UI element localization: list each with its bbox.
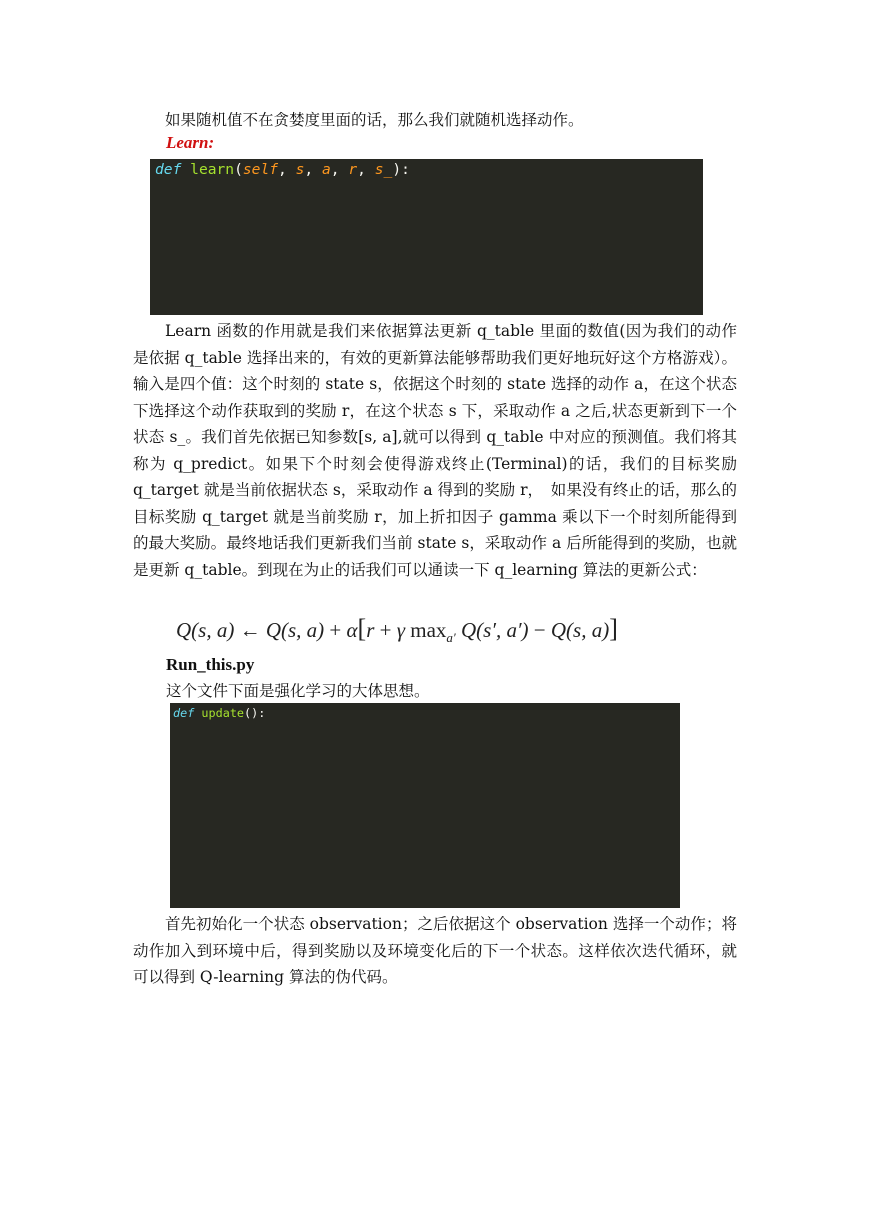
punct: , <box>357 161 375 178</box>
intro-paragraph: 如果随机值不在贪婪度里面的话，那么我们就随机选择动作。 <box>165 111 584 129</box>
param-r: r <box>348 161 358 178</box>
learn-code-block <box>150 159 703 315</box>
formula-operator: − <box>528 618 551 642</box>
param-s-next: s_ <box>374 161 393 178</box>
learn-explanation-paragraph: Learn 函数的作用就是我们来依据算法更新 q_table 里面的数值(因为我们的动作是依据 q_table 选择出来的，有效的更新算法能够帮助我们更好地玩好这个方格游戏）。输入是四个值：这个时刻的 state s，依据这个时刻的 state 选择的动作 a，在这个状态下选择这个动作获取到的奖励 r，在这个状态 s 下，采取动作 a 之后,状态更新到下一个状态 s_。我们首先依据已知参数[s, a],就可以得到 q_table 中对应的预测值。我们将其称为 q_predict。如果下个时刻会使得游戏终止(Terminal)的话，我们的目标奖励 q_target 就是当前依据状态 s，采取动作 a 得到的奖励 r， 如果没有终止的话，那么的目标奖励 q_target 就是当前奖励 r，加上折扣因子 gamma 乘以下一个时刻所能得到的最大奖励。最终地话我们更新我们当前 state s，采取动作 a 后所能得到的奖励，也就是更新 q_table。到现在为止的话我们可以通读一下 q_learning 算法的更新公式： <box>133 322 737 579</box>
formula-r: r <box>366 618 375 642</box>
formula-bracket: ] <box>609 614 618 643</box>
formula-subscript: a′ <box>446 630 456 646</box>
run-intro-paragraph: 这个文件下面是强化学习的大体思想。 <box>166 682 430 700</box>
param-s: s <box>295 161 305 178</box>
formula-operator: + <box>324 618 347 642</box>
punct: (): <box>244 706 266 720</box>
run-code-block <box>170 703 680 908</box>
keyword-def: def <box>155 161 182 178</box>
q-learning-update-formula <box>176 610 674 648</box>
function-name: learn <box>190 161 235 178</box>
punct: , <box>278 161 296 178</box>
function-name: update <box>194 706 245 720</box>
punct: ( <box>234 161 243 178</box>
punct: , <box>330 161 349 178</box>
keyword-def: def <box>173 706 195 720</box>
formula-term: Q(s, a) <box>265 618 325 642</box>
learn-heading: Learn: <box>166 133 215 152</box>
param-a: a <box>322 161 331 178</box>
param-self: self <box>242 161 279 178</box>
punct: ): <box>392 161 410 178</box>
formula-lhs: Q(s, a) <box>176 618 235 642</box>
code-line <box>155 161 698 315</box>
formula-gamma: γ <box>396 618 406 642</box>
final-paragraph: 首先初始化一个状态 observation；之后依据这个 observation 选择一个动作；将动作加入到环境中后，得到奖励以及环境变化后的下一个状态。这样依次迭代循环，就可以得到 Q-learning 算法的伪代码。 <box>133 915 737 986</box>
formula-term: Q(s, a) <box>550 618 610 642</box>
formula-operator: + <box>374 618 397 642</box>
formula-alpha: α <box>346 618 358 642</box>
run-this-heading: Run_this.py <box>166 655 255 674</box>
punct: , <box>304 161 322 178</box>
formula-arrow: ← <box>234 618 266 642</box>
formula-bracket: [ <box>357 614 367 643</box>
formula-term: Q(s′, a′) <box>455 618 529 642</box>
code-line <box>173 706 677 908</box>
formula-max: max <box>405 618 447 642</box>
